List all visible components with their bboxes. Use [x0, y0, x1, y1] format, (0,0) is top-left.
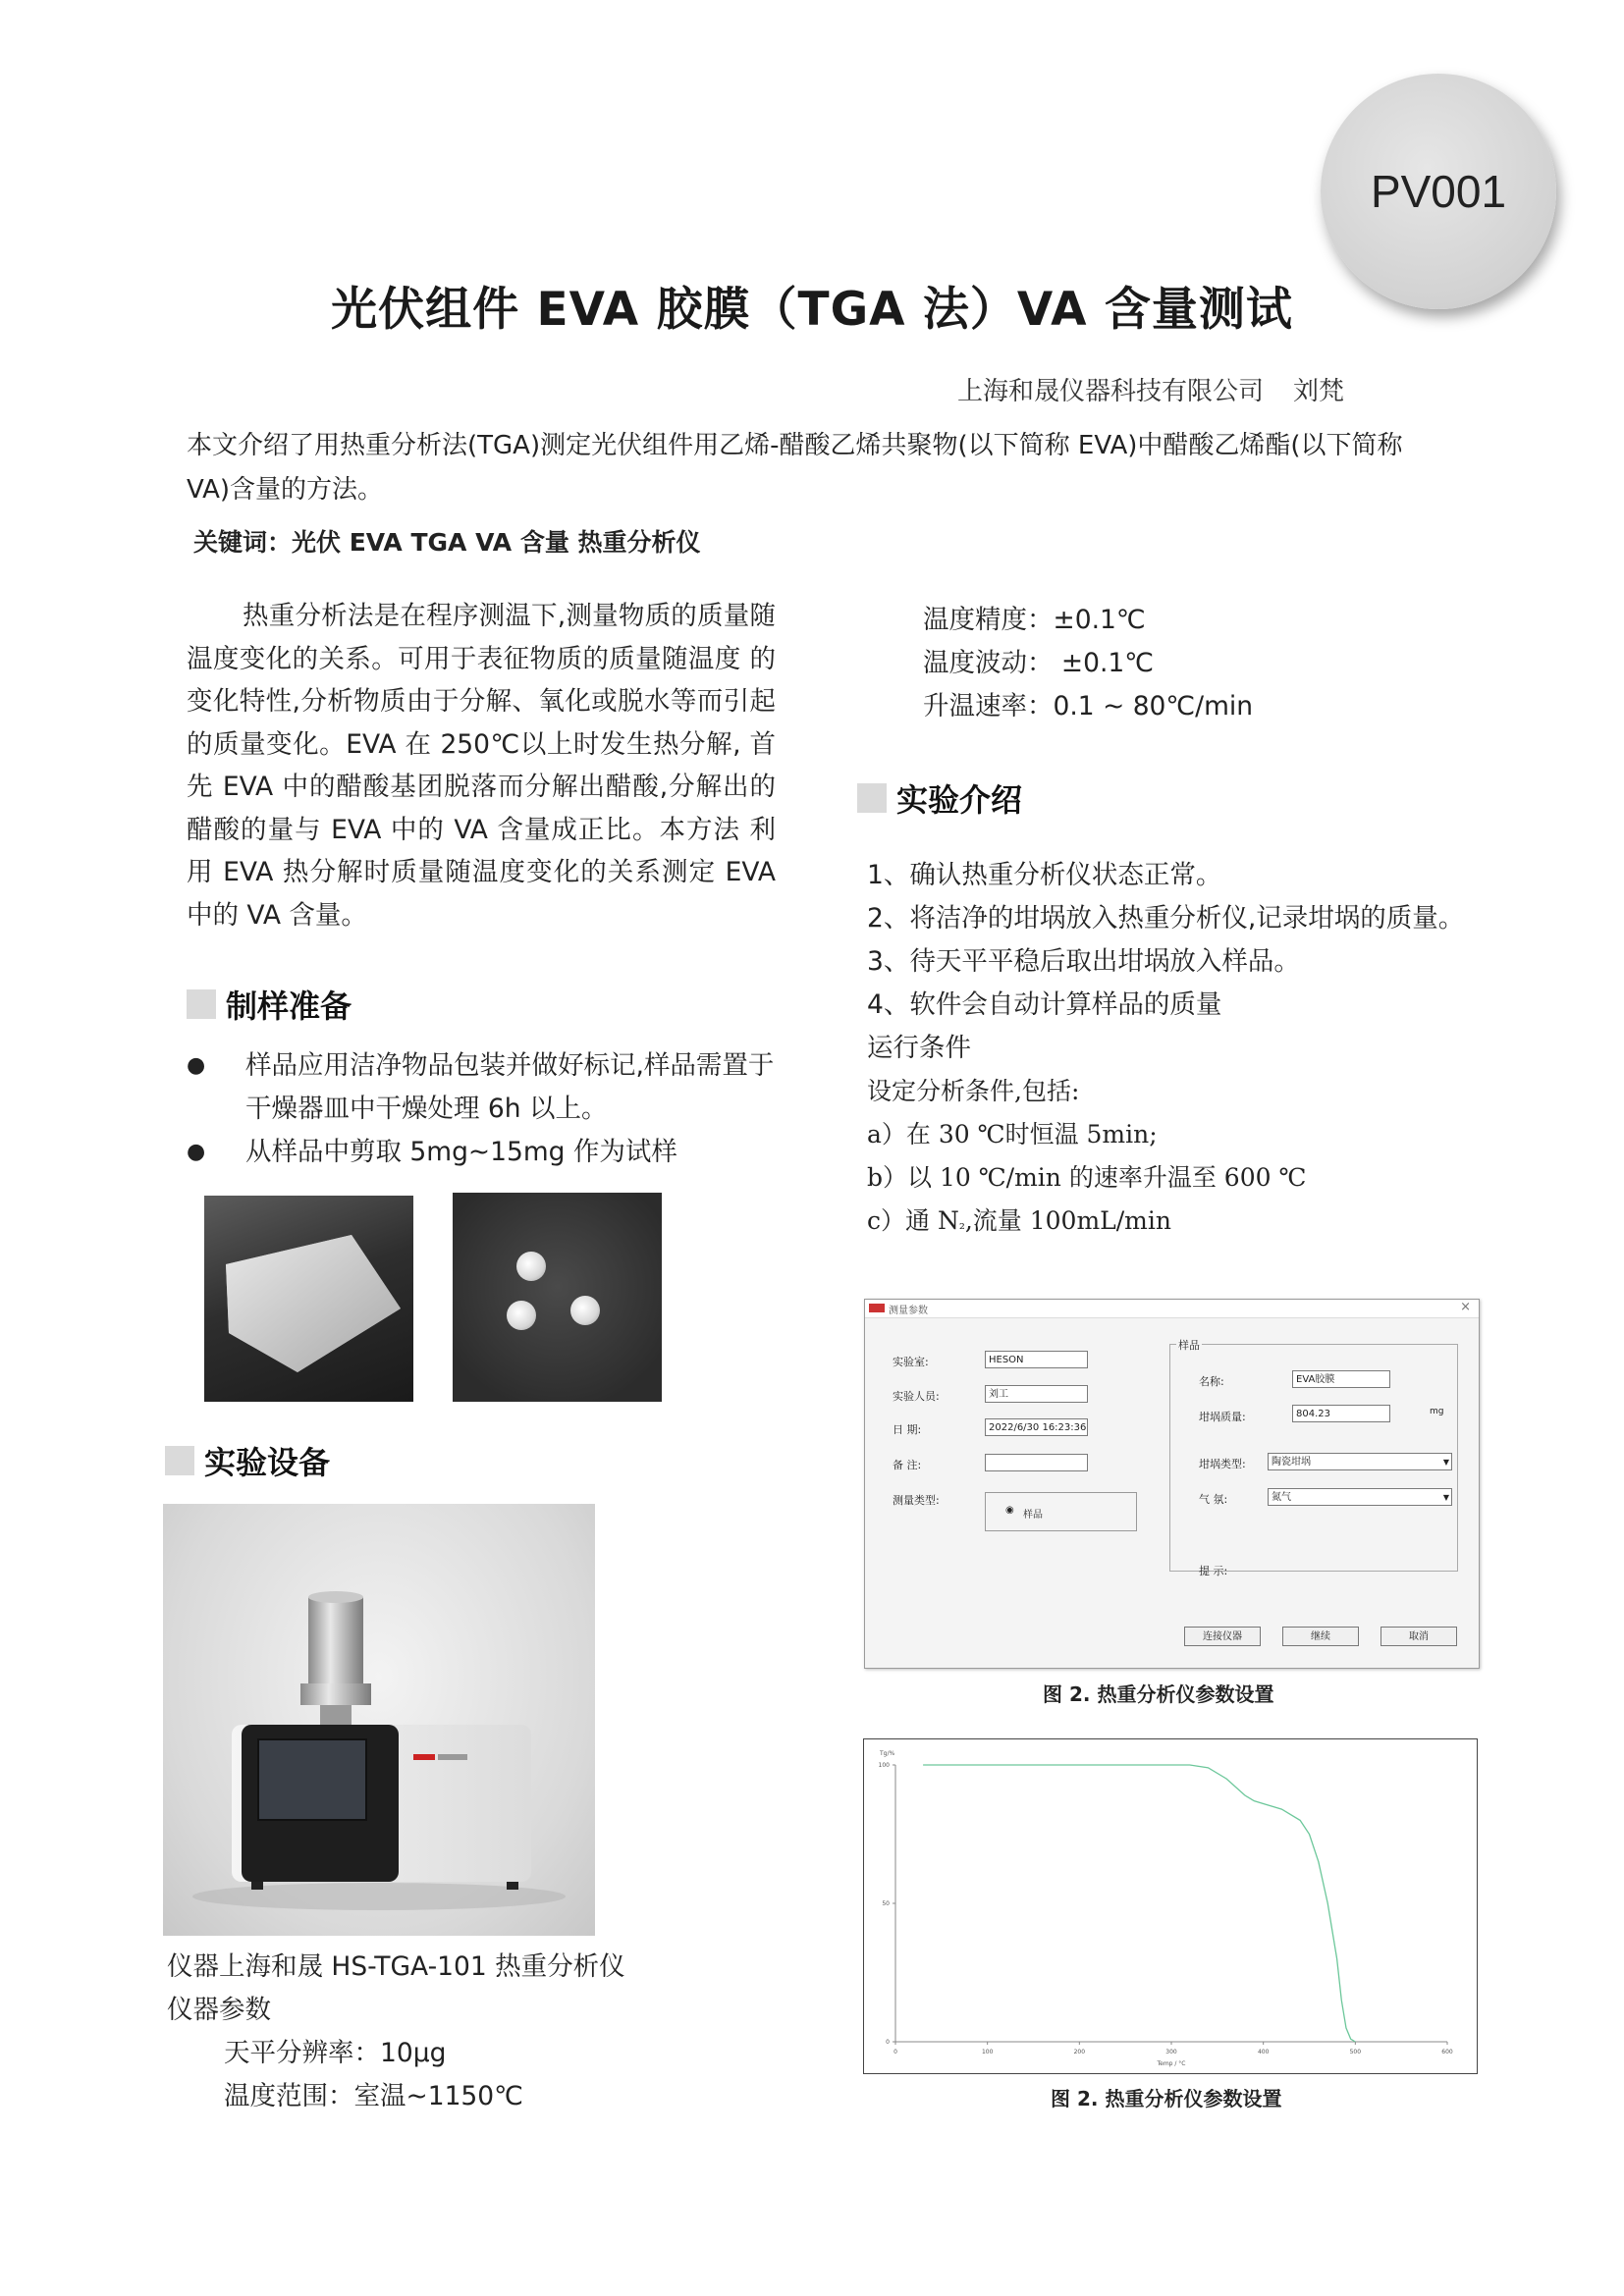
equipment-heading: [165, 1438, 330, 1483]
equipment-heading-text: 实验设备: [204, 1444, 331, 1481]
operator-field[interactable]: 刘工: [985, 1385, 1088, 1403]
param-balance-resolution: 天平分辨率：10μg: [224, 2038, 447, 2068]
chevron-down-icon[interactable]: ▼: [1442, 1458, 1449, 1467]
bullet-icon: ●: [187, 1053, 206, 1078]
app-icon: [869, 1304, 885, 1312]
bullet-icon: ●: [187, 1140, 206, 1164]
x-tick-label: 200: [1073, 2049, 1086, 2056]
eva-film-photo: [204, 1196, 413, 1402]
measure-type-label: 测量类型:: [893, 1494, 940, 1507]
crucible-value: 陶瓷坩埚: [1272, 1457, 1311, 1468]
param-heating-rate: 升温速率：0.1 ~ 80℃/min: [923, 691, 1254, 721]
author-line: [957, 371, 1344, 407]
measurement-params-dialog: [864, 1299, 1480, 1669]
section-marker-icon: [165, 1446, 194, 1475]
x-tick-label: 600: [1441, 2049, 1453, 2056]
list-item: [187, 1044, 785, 1131]
y-tick-label: 50: [882, 1900, 890, 1907]
step-item: 1、确认热重分析仪状态正常。: [867, 860, 1222, 890]
step-item: 2、将洁净的坩埚放入热重分析仪,记录坩埚的质量。: [867, 903, 1465, 934]
eva-film-sheet: [204, 1196, 413, 1402]
cancel-button[interactable]: 取消: [1380, 1627, 1457, 1646]
sample-disc: [516, 1252, 546, 1281]
y-axis-label: Tg/%: [880, 1750, 895, 1757]
sample-group-label: 样品: [1178, 1339, 1200, 1352]
step-item: 4、软件会自动计算样品的质量: [867, 989, 1222, 1020]
close-icon[interactable]: ×: [1460, 1300, 1471, 1314]
experiment-heading-text: 实验介绍: [896, 781, 1023, 819]
condition-gas-text: c）通 N: [867, 1206, 959, 1235]
experiment-heading: [857, 775, 1022, 821]
condition-item: a）在 30 ℃时恒温 5min;: [867, 1120, 1158, 1148]
x-tick-label: 500: [1349, 2049, 1362, 2056]
mass-unit: mg: [1430, 1407, 1444, 1416]
gas-select[interactable]: [1268, 1488, 1452, 1506]
x-tick-label: 100: [981, 2049, 994, 2056]
intro-paragraph: 热重分析法是在程序测温下,测量物质的质量随温度变化的关系。可用于表征物质的质量随温度 的变化特性,分析物质由于分解、氧化或脱水等而引起的质量变化。EVA 在 250℃以上时发生热分解, 首先 EVA 中的醋酸基团脱落而分解出醋酸,分解出的醋酸的量与 EVA 中的 VA 含量成正比。本方法 利用 EVA 热分解时质量随温度变化的关系测定 EVA 中的 VA 含量。: [187, 601, 776, 931]
mass-field[interactable]: 804.23: [1292, 1405, 1390, 1422]
continue-button[interactable]: 继续: [1282, 1627, 1359, 1646]
name-label: 名称:: [1199, 1375, 1224, 1388]
bullet-text: 从样品中剪取 5mg~15mg 作为试样: [245, 1137, 677, 1167]
condition-item: b）以 10 ℃/min 的速率升温至 600 ℃: [867, 1163, 1307, 1192]
subscript-2: ₂: [958, 1215, 965, 1233]
param-temperature-accuracy: 温度精度：±0.1℃: [923, 605, 1146, 635]
chevron-down-icon[interactable]: ▼: [1442, 1493, 1449, 1502]
x-axis-label: Temp / °C: [1157, 2060, 1186, 2067]
sample-disc: [570, 1296, 600, 1325]
document-title: 光伏组件 EVA 胶膜（TGA 法）VA 含量测试: [331, 283, 1293, 337]
note-label: 备 注:: [893, 1459, 922, 1471]
tga-chart-svg: [864, 1739, 1477, 2073]
condition-item: [867, 1200, 1171, 1246]
tga-instrument-illustration: [163, 1504, 595, 1936]
connect-instrument-button[interactable]: 连接仪器: [1184, 1627, 1261, 1646]
list-item: [187, 1131, 785, 1174]
document-code: PV001: [1370, 166, 1507, 217]
lab-label: 实验室:: [893, 1356, 929, 1368]
dialog-titlebar: [865, 1300, 1479, 1318]
param-temperature-range: 温度范围：室温~1150℃: [224, 2081, 523, 2111]
author-company: 上海和晟仪器科技有限公司: [957, 377, 1265, 406]
dialog-title: 测量参数: [889, 1306, 928, 1316]
date-label: 日 期:: [893, 1423, 922, 1436]
bullet-text: 样品应用洁净物品包装并做好标记,样品需置于干燥器皿中干燥处理 6h 以上。: [245, 1050, 775, 1124]
tga-chart: [863, 1738, 1478, 2074]
x-tick-label: 300: [1165, 2049, 1177, 2056]
section-marker-icon: [857, 783, 887, 813]
condition-flow-text: ,流量 100mL/min: [964, 1206, 1171, 1235]
measure-type-group: [985, 1492, 1137, 1531]
keywords: 关键词：光伏 EVA TGA VA 含量 热重分析仪: [193, 528, 701, 557]
sample-disc: [507, 1301, 536, 1330]
x-tick-label: 400: [1257, 2049, 1270, 2056]
params-label: 仪器参数: [167, 1995, 271, 2025]
crucible-label: 坩埚类型:: [1199, 1458, 1246, 1470]
name-field[interactable]: EVA胶膜: [1292, 1370, 1390, 1388]
crucible-select[interactable]: [1268, 1453, 1452, 1470]
lab-field[interactable]: HESON: [985, 1351, 1088, 1368]
operator-label: 实验人员:: [893, 1390, 940, 1403]
mass-loss-curve: [923, 1765, 1355, 2042]
instrument-caption: 仪器上海和晟 HS-TGA-101 热重分析仪: [167, 1951, 625, 1982]
run-conditions-label: 运行条件: [867, 1033, 971, 1063]
sample-prep-heading: [187, 982, 352, 1027]
eva-sample-discs-photo: [453, 1193, 662, 1402]
note-field[interactable]: [985, 1454, 1088, 1471]
measure-type-option[interactable]: 样品: [1023, 1510, 1043, 1521]
y-tick-label: 0: [886, 2039, 890, 2046]
x-tick-label: 0: [893, 2049, 897, 2056]
conditions-intro: 设定分析条件,包括:: [867, 1077, 1080, 1105]
figure-caption-chart: 图 2. 热重分析仪参数设置: [1051, 2087, 1282, 2110]
gas-value: 氮气: [1272, 1492, 1291, 1503]
section-marker-icon: [187, 989, 216, 1019]
tga-instrument-photo: [163, 1504, 595, 1936]
step-item: 3、待天平平稳后取出坩埚放入样品。: [867, 946, 1300, 977]
date-field[interactable]: 2022/6/30 16:23:36: [985, 1418, 1088, 1436]
param-temperature-fluctuation: 温度波动： ±0.1℃: [923, 648, 1155, 678]
figure-caption-dialog: 图 2. 热重分析仪参数设置: [1043, 1682, 1274, 1706]
gas-label: 气 氛:: [1199, 1493, 1228, 1506]
author-name: 刘梵: [1293, 377, 1345, 406]
mass-label: 坩埚质量:: [1199, 1411, 1246, 1423]
hint-label: 提 示:: [1199, 1565, 1228, 1577]
abstract: 本文介绍了用热重分析法(TGA)测定光伏组件用乙烯-醋酸乙烯共聚物(以下简称 EVA)中醋酸乙烯酯(以下简称 VA)含量的方法。: [187, 431, 1403, 505]
sample-prep-heading-text: 制样准备: [226, 988, 352, 1025]
radio-icon[interactable]: ◉: [1005, 1505, 1014, 1516]
y-tick-label: 100: [878, 1762, 890, 1769]
